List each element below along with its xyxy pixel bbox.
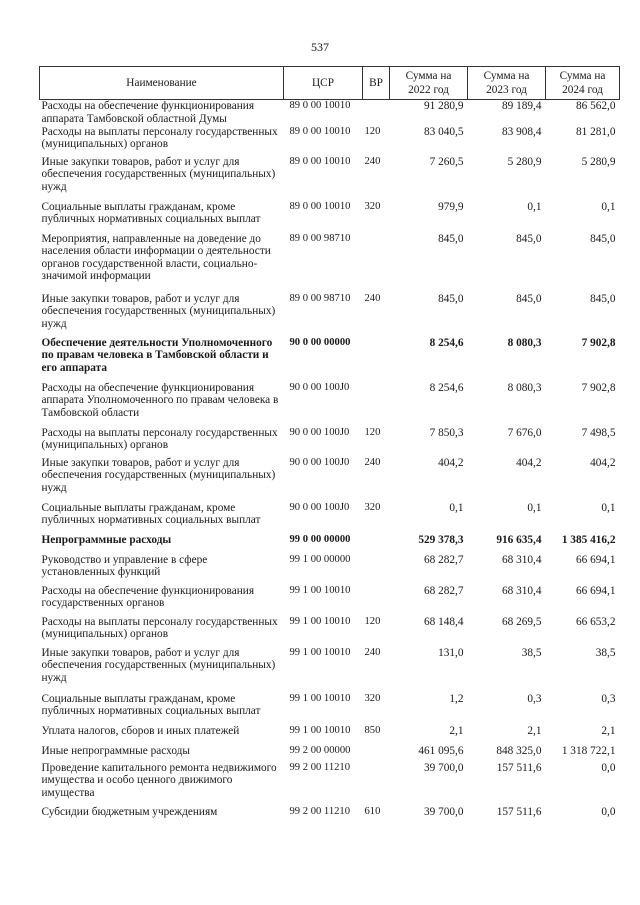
table-header-row — [40, 67, 620, 100]
row-csr: 99 1 00 10010 — [289, 724, 351, 736]
row-csr: 90 0 00 100J0 — [289, 501, 350, 513]
row-csr: 99 2 00 11210 — [289, 805, 351, 817]
row-vr: 120 — [364, 125, 381, 137]
row-sum-2024: 1 385 416,2 — [561, 533, 616, 546]
row-vr: 120 — [364, 615, 381, 627]
row-csr: 99 2 00 00000 — [289, 744, 351, 756]
row-vr: 320 — [364, 692, 381, 704]
row-sum-2023: 68 269,5 — [501, 615, 542, 628]
table-row — [40, 156, 620, 201]
table-row — [40, 534, 620, 554]
row-name: Социальные выплаты гражданам, кроме публичных нормативных социальных выплат — [41, 200, 261, 226]
row-csr: 99 1 00 10010 — [289, 692, 351, 704]
row-sum-2024: 1 318 722,1 — [561, 744, 616, 757]
row-sum-2024: 0,1 — [601, 501, 616, 514]
row-name: Иные закупки товаров, работ и услуг для обеспечения государственных (муниципальных) нужд — [41, 646, 276, 684]
row-sum-2022: 68 282,7 — [423, 553, 464, 566]
row-csr: 90 0 00 100J0 — [289, 426, 350, 438]
row-sum-2024: 86 562,0 — [575, 100, 616, 112]
table-row — [40, 382, 620, 427]
row-vr: 240 — [364, 456, 381, 468]
row-sum-2023: 8 080,3 — [507, 336, 542, 349]
row-sum-2024: 0,0 — [601, 805, 616, 818]
row-sum-2023: 845,0 — [516, 232, 542, 245]
row-sum-2022: 83 040,5 — [423, 125, 464, 138]
row-sum-2022: 131,0 — [438, 646, 464, 659]
row-sum-2023: 916 635,4 — [496, 533, 542, 546]
row-sum-2022: 979,9 — [438, 200, 464, 213]
row-sum-2022: 529 378,3 — [418, 533, 464, 546]
table-row — [40, 201, 620, 233]
header-name: Наименование — [40, 67, 284, 100]
row-csr: 90 0 00 100J0 — [289, 456, 350, 468]
row-csr: 99 1 00 10010 — [289, 584, 351, 596]
table-row — [40, 585, 620, 616]
row-vr: 240 — [364, 646, 381, 658]
table-row — [40, 745, 620, 762]
row-vr — [363, 100, 390, 126]
row-vr — [363, 745, 390, 762]
row-sum-2024: 2,1 — [601, 724, 616, 737]
row-sum-2022: 7 850,3 — [429, 426, 464, 439]
row-sum-2022: 8 254,6 — [429, 336, 464, 349]
row-sum-2022: 845,0 — [438, 292, 464, 305]
row-vr — [363, 382, 390, 427]
row-name: Обеспечение деятельности Уполномоченного по правам человека в Тамбовской области и его аппарата — [41, 336, 273, 374]
row-name: Расходы на обеспечение функционирования государственных органов — [41, 584, 255, 610]
header-sum-2023-line1: Сумма на — [483, 70, 530, 82]
row-vr: 320 — [364, 200, 381, 212]
row-name: Иные закупки товаров, работ и услуг для обеспечения государственных (муниципальных) нужд — [41, 155, 276, 193]
row-sum-2024: 0,3 — [601, 692, 616, 705]
row-sum-2022: 7 260,5 — [429, 155, 464, 168]
row-sum-2023: 68 310,4 — [501, 584, 542, 597]
row-name: Иные закупки товаров, работ и услуг для обеспечения государственных (муниципальных) нужд — [41, 292, 276, 330]
row-name: Расходы на обеспечение функционирования аппарата Уполномоченного по правам человека в Тамбовской области — [41, 381, 279, 419]
row-name: Руководство и управление в сфере установленных функций — [41, 553, 208, 579]
row-sum-2024: 81 281,0 — [575, 125, 616, 138]
row-csr: 99 0 00 00000 — [289, 533, 351, 545]
row-sum-2023: 848 325,0 — [496, 744, 542, 757]
table-row — [40, 457, 620, 502]
row-vr: 320 — [364, 501, 381, 513]
row-vr: 240 — [364, 292, 381, 304]
row-sum-2024: 66 694,1 — [575, 553, 616, 566]
row-vr — [363, 762, 390, 806]
row-sum-2022: 8 254,6 — [429, 381, 464, 394]
row-csr: 89 0 00 98710 — [289, 232, 351, 244]
row-sum-2022: 404,2 — [438, 456, 464, 469]
row-sum-2024: 66 694,1 — [575, 584, 616, 597]
row-sum-2023: 5 280,9 — [507, 155, 542, 168]
row-sum-2022: 68 148,4 — [423, 615, 464, 628]
table-row — [40, 126, 620, 156]
header-sum-2024 — [546, 67, 620, 100]
row-sum-2023: 89 189,4 — [501, 100, 542, 112]
row-csr: 99 2 00 11210 — [289, 761, 351, 773]
row-csr: 99 1 00 10010 — [289, 615, 351, 627]
row-sum-2022: 1,2 — [449, 692, 464, 705]
row-csr: 90 0 00 100J0 — [289, 381, 350, 393]
row-name: Социальные выплаты гражданам, кроме публичных нормативных социальных выплат — [41, 692, 261, 718]
row-sum-2023: 38,5 — [521, 646, 542, 659]
row-csr: 99 1 00 00000 — [289, 553, 351, 565]
table-row — [40, 233, 620, 293]
row-name: Уплата налогов, сборов и иных платежей — [41, 724, 240, 737]
row-name: Мероприятия, направленные на доведение до населения области информации о деятельности органов государственной власти, социально-значимой информации — [41, 232, 271, 283]
row-sum-2022: 2,1 — [449, 724, 464, 737]
row-sum-2022: 91 280,9 — [423, 100, 464, 112]
row-sum-2024: 5 280,9 — [581, 155, 616, 168]
row-sum-2023: 404,2 — [516, 456, 542, 469]
row-sum-2024: 845,0 — [590, 292, 616, 305]
row-sum-2023: 7 676,0 — [507, 426, 542, 439]
header-sum-2022 — [390, 67, 468, 100]
header-sum-2022-line2: 2022 год — [408, 84, 449, 96]
row-sum-2023: 0,1 — [527, 200, 542, 213]
row-vr: 610 — [364, 805, 381, 817]
row-vr: 120 — [364, 426, 381, 438]
row-name: Непрограммные расходы — [41, 533, 172, 546]
row-sum-2022: 39 700,0 — [423, 761, 464, 774]
row-sum-2023: 157 511,6 — [496, 761, 542, 774]
row-csr: 89 0 00 10010 — [289, 100, 351, 111]
table-row — [40, 337, 620, 382]
row-sum-2024: 0,0 — [601, 761, 616, 774]
row-sum-2024: 7 902,8 — [581, 336, 616, 349]
row-sum-2022: 68 282,7 — [423, 584, 464, 597]
row-vr — [363, 337, 390, 382]
row-vr: 850 — [364, 724, 381, 736]
row-sum-2024: 66 653,2 — [575, 615, 616, 628]
row-name: Проведение капитального ремонта недвижимого имущества и особо ценного движимого имущества — [41, 761, 277, 799]
table-row — [40, 647, 620, 693]
row-vr — [363, 554, 390, 585]
header-sum-2023 — [468, 67, 546, 100]
row-sum-2023: 68 310,4 — [501, 553, 542, 566]
row-sum-2024: 7 902,8 — [581, 381, 616, 394]
row-csr: 89 0 00 10010 — [289, 155, 351, 167]
header-csr: ЦСР — [284, 67, 363, 100]
header-sum-2022-line1: Сумма на — [405, 70, 452, 82]
table-row — [40, 762, 620, 806]
row-vr — [363, 534, 390, 554]
row-csr: 89 0 00 10010 — [289, 125, 351, 137]
row-csr: 90 0 00 00000 — [289, 336, 351, 348]
row-sum-2024: 7 498,5 — [581, 426, 616, 439]
row-vr — [363, 585, 390, 616]
row-name: Расходы на выплаты персоналу государственных (муниципальных) органов — [41, 426, 278, 452]
row-sum-2024: 845,0 — [590, 232, 616, 245]
row-sum-2022: 845,0 — [438, 232, 464, 245]
table-row — [40, 554, 620, 585]
row-sum-2022: 0,1 — [449, 501, 464, 514]
row-csr: 89 0 00 98710 — [289, 292, 351, 304]
table-row — [40, 293, 620, 337]
row-name: Иные закупки товаров, работ и услуг для обеспечения государственных (муниципальных) нужд — [41, 456, 276, 494]
row-name: Расходы на обеспечение функционирования аппарата Тамбовской областной Думы — [41, 100, 255, 125]
table-row — [40, 616, 620, 647]
table-body — [40, 100, 620, 828]
row-name: Социальные выплаты гражданам, кроме публичных нормативных социальных выплат — [41, 501, 261, 527]
row-sum-2023: 0,1 — [527, 501, 542, 514]
row-name: Субсидии бюджетным учреждениям — [41, 805, 218, 818]
row-name: Расходы на выплаты персоналу государственных (муниципальных) органов — [41, 125, 278, 151]
page-number: 537 — [311, 40, 329, 54]
header-sum-2023-line2: 2023 год — [486, 84, 527, 96]
row-sum-2023: 83 908,4 — [501, 125, 542, 138]
row-vr: 240 — [364, 155, 381, 167]
row-sum-2023: 157 511,6 — [496, 805, 542, 818]
header-sum-2024-line2: 2024 год — [562, 84, 603, 96]
row-csr: 99 1 00 10010 — [289, 646, 351, 658]
row-sum-2023: 2,1 — [527, 724, 542, 737]
table-row — [40, 427, 620, 457]
header-sum-2024-line1: Сумма на — [559, 70, 606, 82]
row-name: Иные непрограммные расходы — [41, 744, 191, 757]
row-name: Расходы на выплаты персоналу государственных (муниципальных) органов — [41, 615, 278, 641]
header-vr: ВР — [363, 67, 390, 100]
row-sum-2024: 0,1 — [601, 200, 616, 213]
table-row — [40, 502, 620, 534]
row-sum-2024: 404,2 — [590, 456, 616, 469]
row-vr — [363, 233, 390, 293]
row-sum-2024: 38,5 — [595, 646, 616, 659]
budget-table — [39, 66, 620, 828]
row-sum-2023: 0,3 — [527, 692, 542, 705]
row-sum-2022: 39 700,0 — [423, 805, 464, 818]
row-sum-2023: 8 080,3 — [507, 381, 542, 394]
table-row — [40, 693, 620, 725]
row-sum-2022: 461 095,6 — [418, 744, 464, 757]
table-row — [40, 806, 620, 828]
row-sum-2023: 845,0 — [516, 292, 542, 305]
row-csr: 89 0 00 10010 — [289, 200, 351, 212]
table-row — [40, 725, 620, 745]
table-row — [40, 100, 620, 126]
